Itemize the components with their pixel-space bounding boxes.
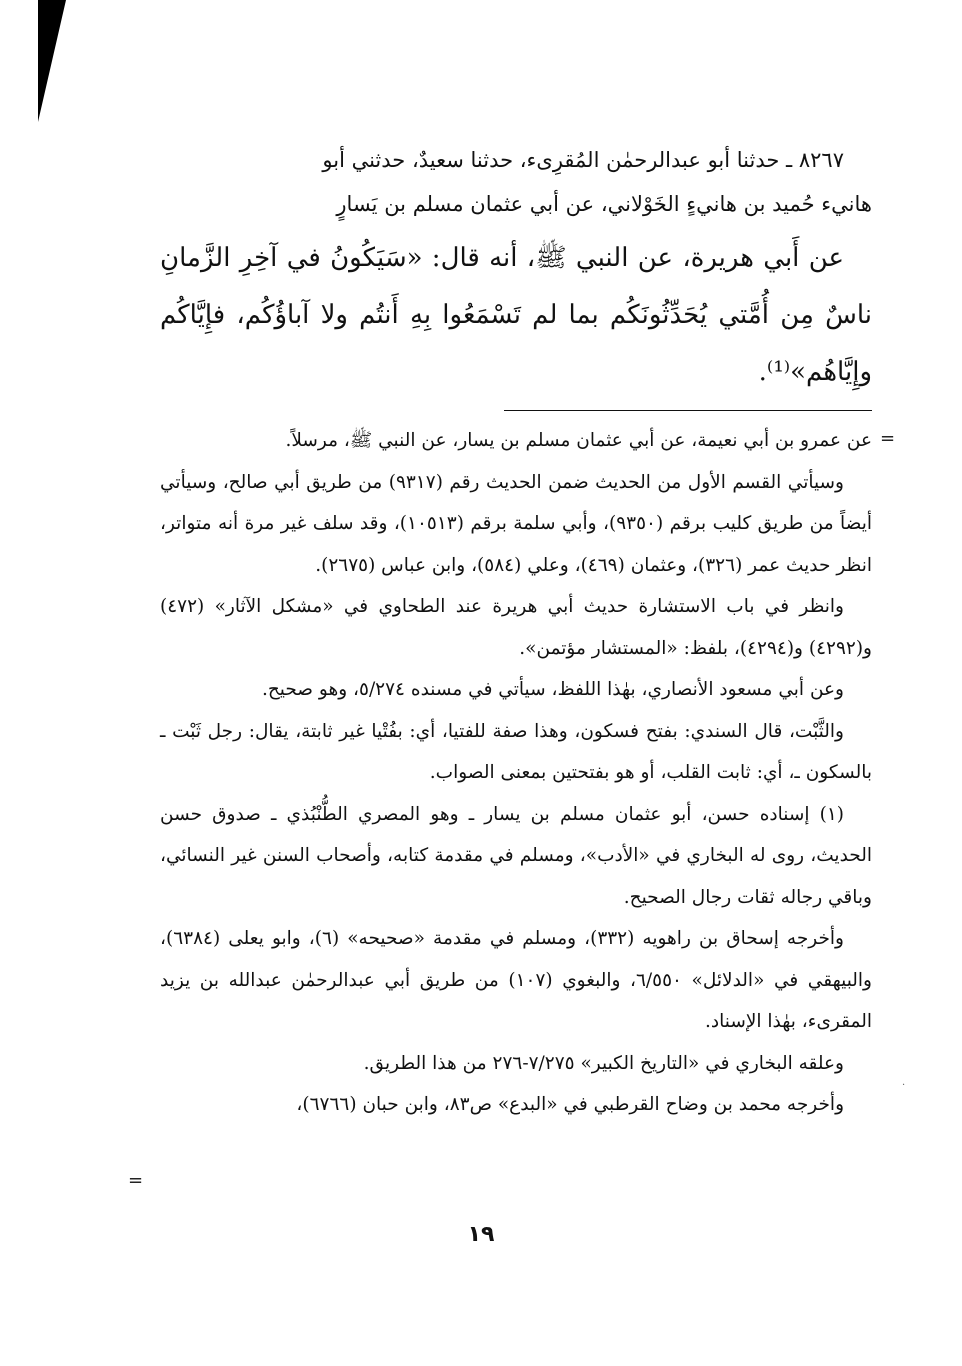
hadith-matn (160, 230, 872, 401)
footnote-segment: صحيح. (261, 679, 314, 700)
footnote-line (160, 794, 872, 919)
footnote-segment: يعلى (٦٣٨٤)، والبيهقي في «الدلائل» ٦/٥٥٠، والبغوي (١٠٧) من طريق أبي (160, 928, 872, 991)
footnotes (160, 420, 872, 1126)
continuation-mark-top: = (880, 428, 896, 449)
footnote-segment: (٥٨٤)، وابن عباس (٢٦٧٥). (315, 554, 522, 576)
scan-speck: · (902, 1080, 906, 1091)
footnote-segment: يقال: رجل ثَبْت ـ بالسكون ـ، أي: ثابت القلب، أو هو بفتحتين بمعنى الصواب. (160, 720, 872, 783)
footnote-line: وأخرجه محمد بن وضاح القرطبي في «البدع» ص٨٣، وابن حبان (٦٧٦٦)، (296, 1094, 844, 1115)
footnote-line (160, 462, 872, 587)
hadith-isnad (160, 138, 872, 226)
footnote-segment: وانظر في باب الاستشارة حديث أبي هريرة عند الطحاوي في «مشكل الآثار» (214, 596, 844, 617)
page-number: ١٩ (467, 1222, 495, 1247)
footnote-segment: عبدالرحمٰن عبدالله بن يزيد المقرىء، بهٰذا الإسناد. (160, 969, 872, 1032)
footnote-segment: وأخرجه إسحاق بن راهويه (٣٣٢)، ومسلم في مقدمة «صحيحه» (٦)، وابو (271, 928, 844, 949)
footnote-line (160, 711, 872, 794)
footnote-segment: (١) إسناده حسن، أبو عثمان مسلم بن يسار ـ وهو المصري الطُّنْبُذي ـ صدوق (212, 803, 844, 825)
footnote-segment: وسيأتي القسم الأول من الحديث ضمن الحديث رقم (٩٣١٧) من طريق أبي (274, 471, 844, 493)
footnote-separator (504, 410, 872, 411)
footnote-line (160, 586, 872, 669)
footnote-segment: (٤٧٢) و(٤٢٩٢) و(٤٢٩٤)، بلفظ: «المستشار مؤتمن». (160, 596, 872, 659)
page-body (160, 138, 872, 1115)
footnote-segment: السنن غير النسائي، وباقي رجاله ثقات رجال الصحيح. (160, 845, 872, 908)
isnad-line: ٨٢٦٧ ـ حدثنا أبو عبدالرحمٰن المُقرِىء، حدثنا سعيدٌ، حدثني أبو (322, 148, 844, 172)
isnad-line: هانيء حُميد بن هانيءٍ الخَوْلاني، عن أبي عثمان مسلم بن يَسارٍ (336, 192, 872, 216)
footnote-line: وعلقه البخاري في «التاريخ الكبير» ٧/٢٧٥-٢٧٦ من هذا الطريق. (363, 1052, 844, 1074)
matn-line: عن أَبي هريرة، عن النبي ﷺ، أنه قال: «سَيَكُونُ في آخِرِ (239, 243, 845, 273)
matn-line: فإِيَّاكُم وإِيَّاهُم»⁽¹⁾. (160, 300, 872, 387)
scan-corner-mark (38, 0, 74, 122)
footnote-segment: والثَّبْت، قال السندي: بفتح فسكون، وهذا صفة للفتيا، أي: بفُتْيا غير ثابتة، (295, 720, 844, 742)
matn-text (160, 230, 872, 401)
footnote-segment: وقد سلف غير مرة أنه متواتر، انظر حديث عمر (٣٢٦)، وعثمان (٤٦٩)، وعلي (160, 513, 872, 576)
matn-line: الزَّمانِ ناسٌ مِن أُمَّتي يُحَدِّثُونَكُم بما لم تَسْمَعُوا بِهِ أَنتُم ولا آباؤُكُم، (160, 243, 872, 330)
continuation-mark-bottom: = (128, 1170, 144, 1191)
footnote-segment: حسن الحديث، روى له البخاري في «الأدب»، ومسلم في مقدمة كتابه، وأصحاب (160, 803, 872, 866)
footnote-segment: وعن أبي مسعود الأنصاري، بهٰذا اللفظ، سيأتي في مسنده ٥/٢٧٤، وهو (318, 679, 844, 700)
footnote-segment: صالح، وسيأتي أيضاً من طريق كليب برقم (٩٣٥٠)، وأبي سلمة برقم (١٠٥١٣)، (160, 471, 872, 534)
footnote-line: عن عمرو بن أبي نعيمة، عن أبي عثمان مسلم بن يسار، عن النبي ﷺ، مرسلاً. (285, 430, 872, 451)
footnote-line (160, 918, 872, 1043)
footnote-line (160, 669, 872, 711)
